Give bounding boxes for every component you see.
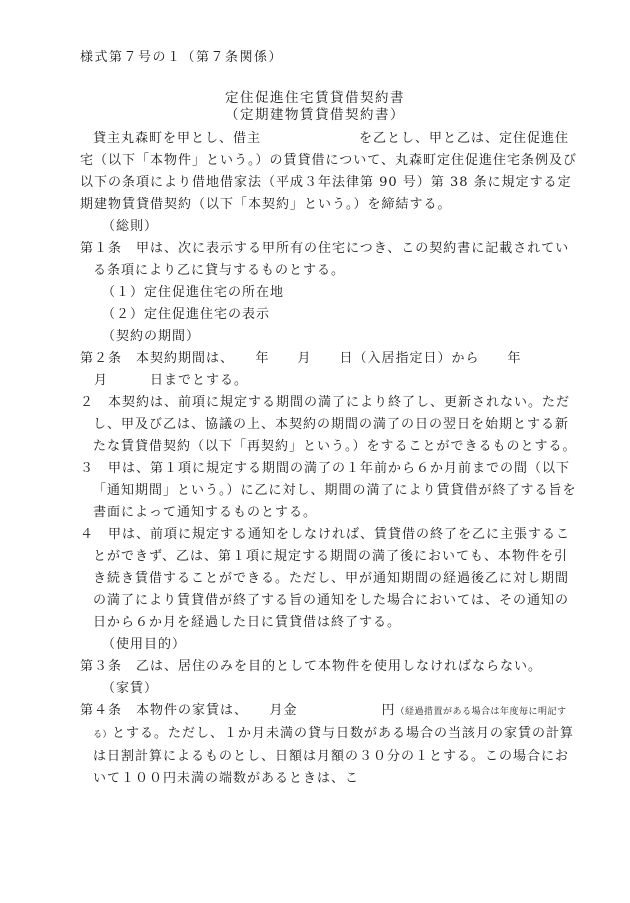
article-1-item-2: （２）定住促進住宅の表示 <box>102 307 271 322</box>
article-4-text-a: 第４条 本物件の家賃は、 月金 円 <box>80 703 396 718</box>
heading-general: （総則） <box>102 219 159 234</box>
article-2-line-1: 第２条 本契約期間は、 年 月 日（入居指定日）から 年 <box>80 351 522 366</box>
document-subtitle: （定期建物賃貸借契約書） <box>225 107 405 123</box>
article-2-paragraph-4: ４ 甲は、前項に規定する通知をしなければ、賃貸借の終了を乙に主張することができず、乙は、第１項に規定する期間の満了後においても、本物件を引き続き賃借することができる。ただし、甲が通知期間の経過後乙に対し期間の満了により賃貸借が終了する旨の通知をした場合においては、その通知の日から６か月を経過した日に賃貸借は終了する。 <box>80 527 571 630</box>
article-2-paragraph-2: ２ 本契約は、前項に規定する期間の満了により終了し、更新されない。ただし、甲及び乙は、協議の上、本契約の期間の満了の日の翌日を始期とする新たな賃貸借契約（以下「再契約」という。）をすることができるものとする。 <box>80 395 577 454</box>
form-number: 様式第７号の１（第７条関係） <box>80 50 284 65</box>
article-2-paragraph-3: ３ 甲は、第１項に規定する期間の満了の１年前から６か月前までの間（以下「通知期間」という。）に乙に対し、期間の満了により賃貸借が終了する旨を書面によって通知するものとする。 <box>80 461 577 520</box>
heading-use: （使用目的） <box>102 637 187 652</box>
preamble: 貸主丸森町を甲とし、借主 を乙とし、甲と乙は、定住促進住宅（以下「本物件」という。）の賃貸借について、丸森町定住促進住宅条例及び以下の条項により借地借家法（平成３年法律第 90 号）第 38 条に規定する定期建物賃貸借契約（以下「本契約」という。）を締結する。 <box>80 131 577 212</box>
article-4-text-b: とする。ただし、１か月未満の貸与日数がある場合の当該月の家賃の計算は日割計算によるものとし、日額は月額の３０分の１とする。この場合において１００円未満の端数があるときは、こ <box>93 726 575 786</box>
article-3: 第３条 乙は、居住のみを目的として本物件を使用しなければならない。 <box>80 659 543 674</box>
heading-rent: （家賃） <box>102 681 159 696</box>
contract-body <box>80 128 580 790</box>
article-1-item-1: （１）定住促進住宅の所在地 <box>102 285 285 300</box>
article-2-line-2: 月 日までとする。 <box>94 373 249 388</box>
article-1: 第１条 甲は、次に表示する甲所有の住宅につき、この契約書に記載されている条項により乙に貸与するものとする。 <box>80 241 570 278</box>
article-4 <box>80 700 580 790</box>
heading-term: （契約の期間） <box>102 329 201 344</box>
document-title: 定住促進住宅賃貸借契約書 <box>225 90 405 106</box>
article-4-note: （経過措置がある場合は年度毎に明記する） <box>93 707 567 740</box>
